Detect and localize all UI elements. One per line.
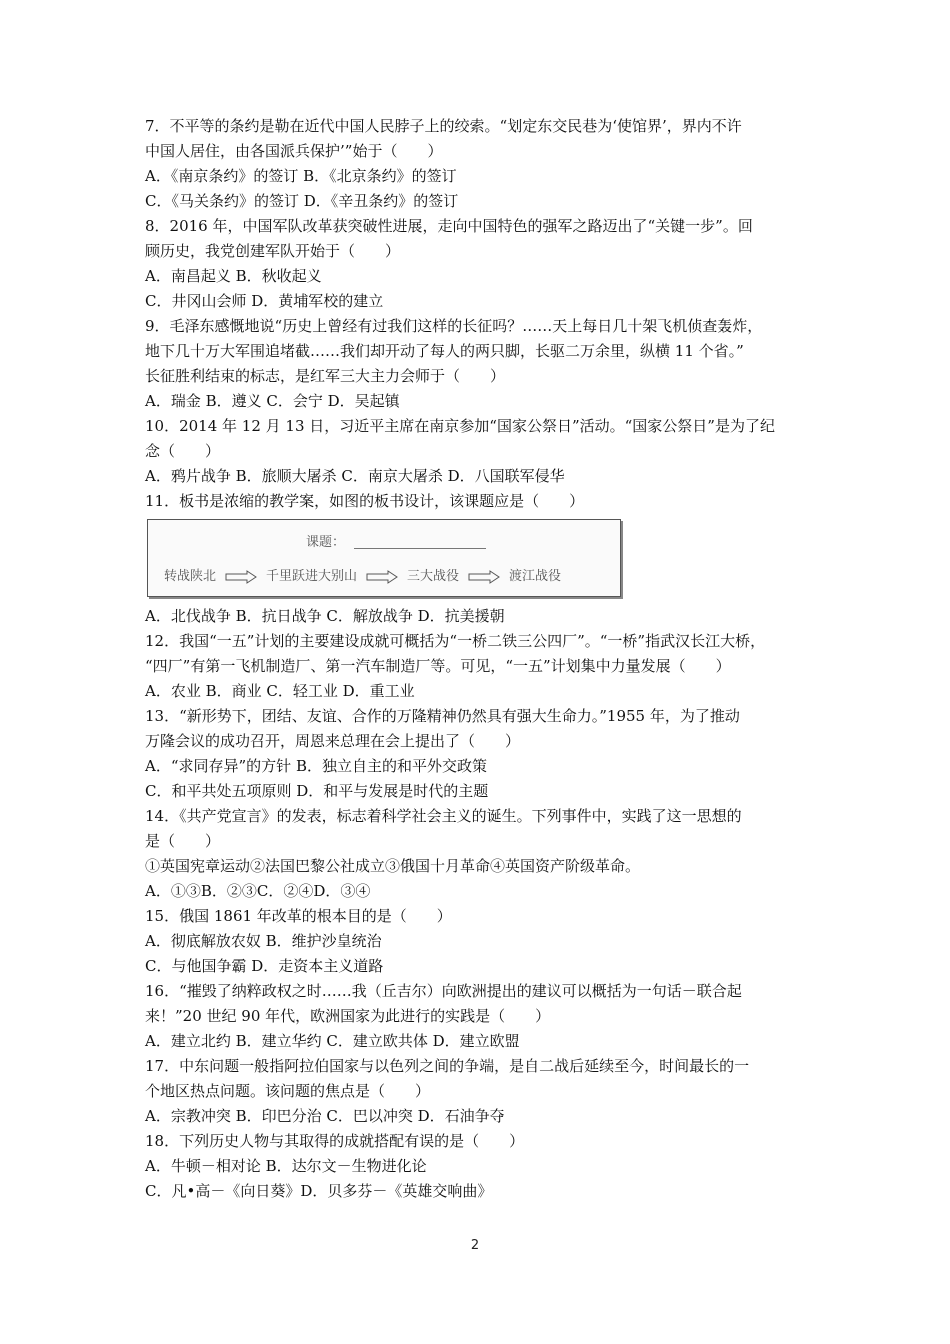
text-line: A．牛顿－相对论 B．达尔文－生物进化论 — [145, 1157, 427, 1175]
blackboard-figure — [147, 519, 621, 597]
text-line: A．南昌起义 B．秋收起义 — [145, 267, 322, 285]
text-line: A．农业 B．商业 C．轻工业 D．重工业 — [145, 682, 415, 700]
text-line: 8．2016 年，中国军队改革获突破性进展，走向中国特色的强军之路迈出了“关键一步”。回 — [145, 217, 753, 235]
text-line: 10．2014 年 12 月 13 日，习近平主席在南京参加“国家公祭日”活动。“国家公祭日”是为了纪 — [145, 417, 775, 435]
text-line: 9．毛泽东感慨地说“历史上曾经有过我们这样的长征吗？……天上每日几十架飞机侦查轰炸， — [145, 317, 763, 335]
text-line: 17．中东问题一般指阿拉伯国家与以色列之间的争端，是自二战后延续至今，时间最长的一 — [145, 1057, 750, 1075]
text-line: A．《南京条约》的签订 B．《北京条约》的签订 — [145, 167, 457, 185]
arrow-right-icon — [468, 570, 500, 584]
text-line: A．建立北约 B．建立华约 C．建立欧共体 D．建立欧盟 — [145, 1032, 520, 1050]
text-line: 是（ ） — [145, 832, 221, 850]
page-number: 2 — [470, 1238, 480, 1253]
arrow-right-icon — [366, 570, 398, 584]
text-line: 14．《共产党宣言》的发表，标志着科学社会主义的诞生。下列事件中，实践了这一思想的 — [145, 807, 742, 825]
text-line: C．与他国争霸 D．走资本主义道路 — [145, 957, 384, 975]
text-line: A．瑞金 B．遵义 C．会宁 D．吴起镇 — [145, 392, 400, 410]
text-line: 7．不平等的条约是勒在近代中国人民脖子上的绞索。“划定东交民巷为‘使馆界’，界内不许 — [145, 117, 742, 135]
text-line: A．鸦片战争 B．旅顺大屠杀 C．南京大屠杀 D．八国联军侵华 — [145, 467, 565, 485]
text-line: 顾历史，我党创建军队开始于（ ） — [145, 242, 401, 260]
questions-7-to-11 — [145, 114, 815, 514]
text-line: 18．下列历史人物与其取得的成就搭配有误的是（ ） — [145, 1132, 525, 1150]
text-line: C．井冈山会师 D．黄埔军校的建立 — [145, 292, 384, 310]
figure-step: 转战陕北 — [164, 569, 217, 584]
text-line: A．“求同存异”的方针 B．独立自主的和平外交政策 — [145, 757, 487, 775]
arrow-right-icon — [225, 570, 257, 584]
text-line: C．《马关条约》的签订 D．《辛丑条约》的签订 — [145, 192, 459, 210]
text-line: 来！”20 世纪 90 年代，欧洲国家为此进行的实践是（ ） — [145, 1007, 551, 1025]
question-text — [145, 114, 815, 1204]
text-line: C．凡•高－《向日葵》D．贝多芬－《英雄交响曲》 — [145, 1182, 493, 1200]
text-line: 13．“新形势下，团结、友谊、合作的万隆精神仍然具有强大生命力。”1955 年，为了推动 — [145, 707, 740, 725]
figure-step: 三大战役 — [407, 569, 460, 584]
text-line: A．北伐战争 B．抗日战争 C．解放战争 D．抗美援朝 — [145, 607, 505, 625]
figure-step: 渡江战役 — [509, 569, 562, 584]
figure-flow — [164, 564, 561, 589]
text-line: 长征胜利结束的标志，是红军三大主力会师于（ ） — [145, 367, 506, 385]
text-line: 个地区热点问题。该问题的焦点是（ ） — [145, 1082, 431, 1100]
figure-title: 课题： — [306, 535, 346, 550]
text-line: A．彻底解放农奴 B．维护沙皇统治 — [145, 932, 382, 950]
text-line: ①英国宪章运动②法国巴黎公社成立③俄国十月革命④英国资产阶级革命。 — [145, 857, 641, 875]
text-line: C．和平共处五项原则 D．和平与发展是时代的主题 — [145, 782, 489, 800]
text-line: A．①③B．②③C．②④D．③④ — [145, 882, 371, 900]
text-line: 万隆会议的成功召开，周恩来总理在会上提出了（ ） — [145, 732, 521, 750]
text-line: 15．俄国 1861 年改革的根本目的是（ ） — [145, 907, 452, 925]
text-line: 念（ ） — [145, 442, 221, 460]
questions-11-to-18 — [145, 604, 815, 1204]
text-line: 中国人居住，由各国派兵保护’”始于（ ） — [145, 142, 443, 160]
text-line: 11．板书是浓缩的教学案，如图的板书设计，该课题应是（ ） — [145, 492, 585, 510]
figure-step: 千里跃进大别山 — [266, 569, 358, 584]
text-line: 地下几十万大军围追堵截……我们却开动了每人的两只脚，长驱二万余里，纵横 11 个省。” — [145, 342, 744, 360]
text-line: 12．我国“一五”计划的主要建设成就可概括为“一桥二铁三公四厂”。“一桥”指武汉长江大桥， — [145, 632, 766, 650]
text-line: 16．“摧毁了纳粹政权之时……我（丘吉尔）向欧洲提出的建议可以概括为一句话－联合起 — [145, 982, 742, 1000]
figure-title-blank — [354, 548, 486, 549]
text-line: A．宗教冲突 B．印巴分治 C．巴以冲突 D．石油争夺 — [145, 1107, 505, 1125]
text-line: “四厂”有第一飞机制造厂、第一汽车制造厂等。可见，“一五”计划集中力量发展（ ） — [145, 657, 731, 675]
